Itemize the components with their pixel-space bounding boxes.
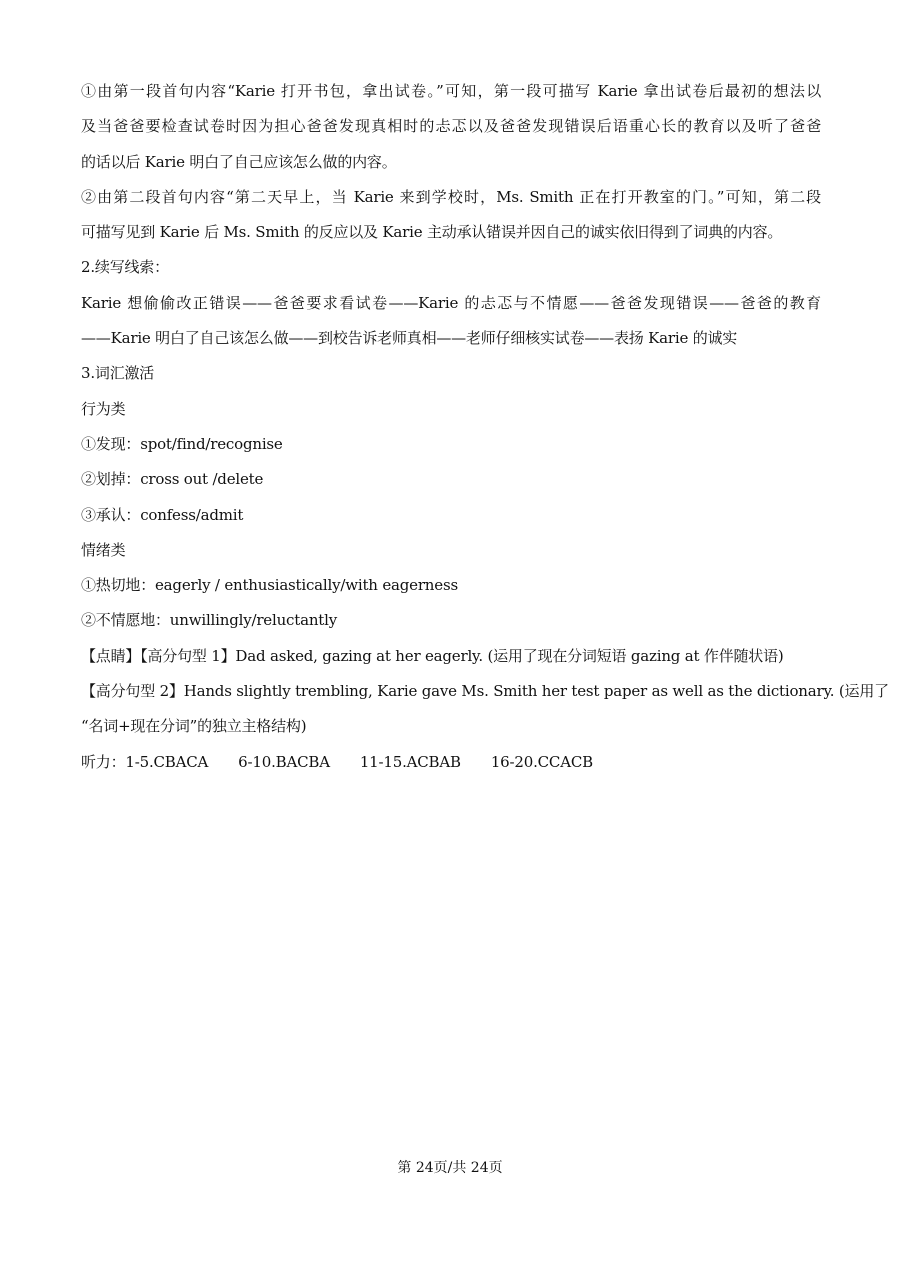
clues-line2: ——Karie 明白了自己该怎么做——到校告诉老师真相——老师仔细核实试卷——表扬 Karie 的诚实 bbox=[81, 329, 738, 348]
analysis-p1-line3: 的话以后 Karie 明白了自己应该怎么做的内容。 bbox=[81, 152, 397, 171]
clues-heading: 2.续写线索： bbox=[81, 258, 169, 277]
listening-answers bbox=[81, 745, 821, 780]
vocab-behavior-item: ③承认：confess/admit bbox=[81, 505, 244, 524]
listening-group: 1-5.CBACA bbox=[125, 752, 209, 771]
listening-group: 11-15.ACBAB bbox=[359, 752, 461, 771]
page-footer: 第 24页/共 24页 bbox=[397, 1160, 503, 1176]
vocab-emotion-heading: 情绪类 bbox=[81, 540, 126, 559]
analysis-p1-line1: ①由第一段首句内容“Karie 打开书包，拿出试卷。”可知，第一段可描写 Karie 拿出试卷后最初的想法以 bbox=[81, 82, 821, 100]
highlight-line2: 【高分句型 2】Hands slightly trembling, Karie gave Ms. Smith her test paper as well as the dictionary. (运用了 bbox=[81, 682, 889, 701]
highlight-line1: 【点睛】【高分句型 1】Dad asked, gazing at her eagerly. (运用了现在分词短语 gazing at 作伴随状语) bbox=[81, 646, 784, 665]
highlight-line3: “名词+现在分词”的独立主格结构) bbox=[81, 717, 307, 736]
clues-line1: Karie 想偷偷改正错误——爸爸要求看试卷——Karie 的忐忑与不情愿——爸爸发现错误——爸爸的教育 bbox=[81, 293, 821, 312]
vocab-heading: 3.词汇激活 bbox=[81, 364, 155, 383]
analysis-p2-line2: 可描写见到 Karie 后 Ms. Smith 的反应以及 Karie 主动承认错误并因自己的诚实依旧得到了词典的内容。 bbox=[81, 223, 783, 242]
document-body bbox=[81, 74, 889, 780]
vocab-emotion-item: ①热切地：eagerly / enthusiastically/with eagerness bbox=[81, 576, 458, 595]
vocab-behavior-item: ①发现：spot/find/recognise bbox=[81, 434, 283, 453]
analysis-p1-line2: 及当爸爸要检查试卷时因为担心爸爸发现真相时的忐忑以及爸爸发现错误后语重心长的教育以及听了爸爸 bbox=[81, 117, 821, 136]
listening-group: 6-10.BACBA bbox=[238, 752, 330, 771]
analysis-p2-line1: ②由第二段首句内容“第二天早上，当 Karie 来到学校时，Ms. Smith 正在打开教室的门。”可知，第二段 bbox=[81, 187, 821, 206]
vocab-behavior-heading: 行为类 bbox=[81, 399, 126, 418]
vocab-behavior-item: ②划掉：cross out /delete bbox=[81, 470, 264, 489]
listening-label: 听力： bbox=[81, 752, 126, 771]
vocab-emotion-item: ②不情愿地：unwillingly/reluctantly bbox=[81, 611, 337, 630]
listening-group: 16-20.CCACB bbox=[490, 752, 593, 771]
